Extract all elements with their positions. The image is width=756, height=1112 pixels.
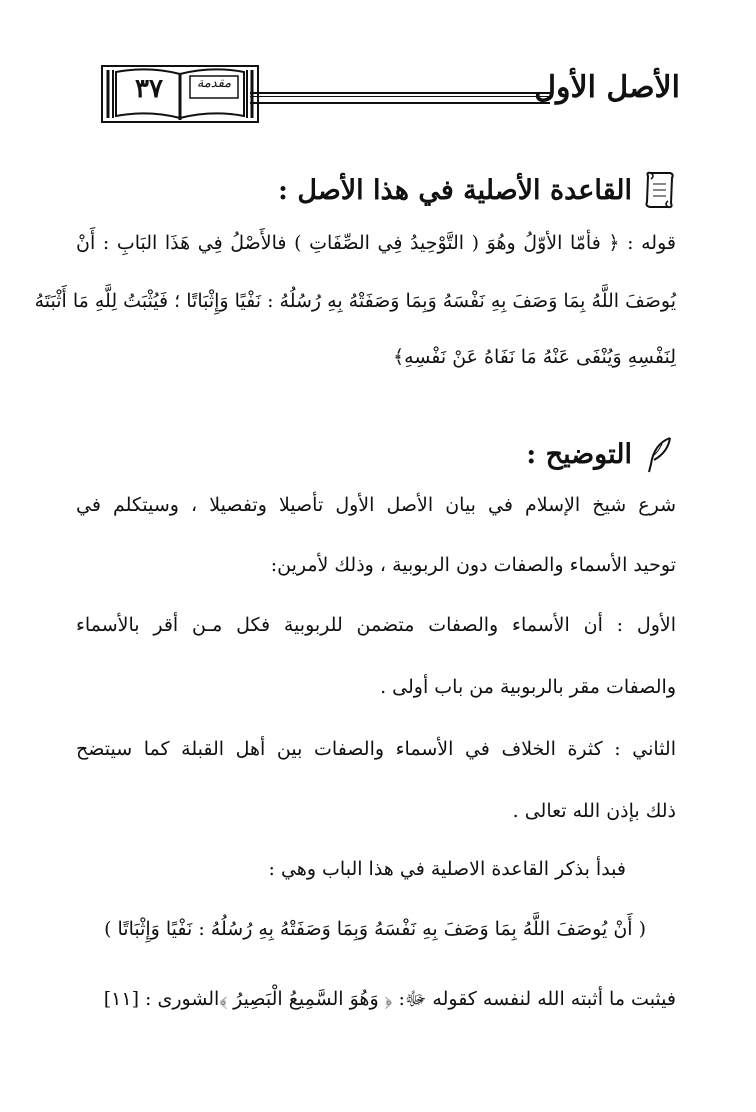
quote-line-1: قوله : ﴿ فأمّا الأوّلُ وهُوَ ( التَّوْحِيدُ فِي الصِّفَاتِ ) فالأَصْلُ فِي هَذَا البَابِ : أَنْ — [76, 232, 676, 254]
paragraph-line-9: فيثبت ما أثبته الله لنفسه كقوله ﷻ: ﴿ وَهُوَ السَّمِيعُ الْبَصِيرُ ﴾الشورى : [١١] — [103, 988, 676, 1010]
section-heading-text: التوضيح : — [526, 438, 632, 470]
paragraph-line-4: والصفات مقر بالربوبية من باب أولى . — [380, 676, 676, 698]
quote-line-2: يُوصَفَ اللَّهُ بِمَا وَصَفَ بِهِ نَفْسَهُ وَبِمَا وَصَفَتْهُ بِهِ رُسُلُهُ : نَفْيًا وَإِثْبَاتًا ؛ فَيُثْبَتُ لِلَّهِ مَا أَثْبَتَهُ — [34, 290, 676, 312]
page-header — [90, 62, 680, 126]
paragraph-line-7: فبدأ بذكر القاعدة الاصلية في هذا الباب وهي : — [268, 858, 626, 880]
paragraph-line-2: توحيد الأسماء والصفات دون الربوبية ، وذلك لأمرين: — [270, 554, 676, 576]
quill-icon — [642, 434, 676, 474]
book-label: مقدمة — [196, 76, 232, 91]
paragraph-line-1: شرع شيخ الإسلام في بيان الأصل الأول تأصيلا وتفصيلا ، وسيتكلم في — [76, 494, 676, 516]
paragraph-line-6: ذلك بإذن الله تعالى . — [512, 800, 676, 822]
section-heading-text: القاعدة الأصلية في هذا الأصل : — [278, 174, 632, 206]
paragraph-line-3: الأول : أن الأسماء والصفات متضمن للربوبية فكل مـن أقر بالأسماء — [76, 614, 676, 636]
paragraph-line-5: الثاني : كثرة الخلاف في الأسماء والصفات بين أهل القبلة كما سيتضح — [76, 738, 676, 760]
section-heading-explanation — [526, 434, 676, 474]
quote-line-3: لِنَفْسِهِ وَيُنْفَى عَنْهُ مَا نَفَاهُ عَنْ نَفْسِهِ﴾ — [393, 346, 676, 368]
header-rule — [250, 92, 550, 104]
chapter-title: الأصل الأول — [534, 70, 680, 105]
scroll-icon — [642, 170, 676, 210]
page-number: ٣٧ — [135, 74, 163, 104]
section-heading-rule — [278, 170, 676, 210]
book-ornament — [100, 62, 260, 126]
rule-quote: ( أَنْ يُوصَفَ اللَّهُ بِمَا وَصَفَ بِهِ نَفْسَهُ وَبِمَا وَصَفَتْهُ بِهِ رُسُلُهُ : نَفْيًا وَإِثْبَاتًا ) — [104, 918, 646, 940]
